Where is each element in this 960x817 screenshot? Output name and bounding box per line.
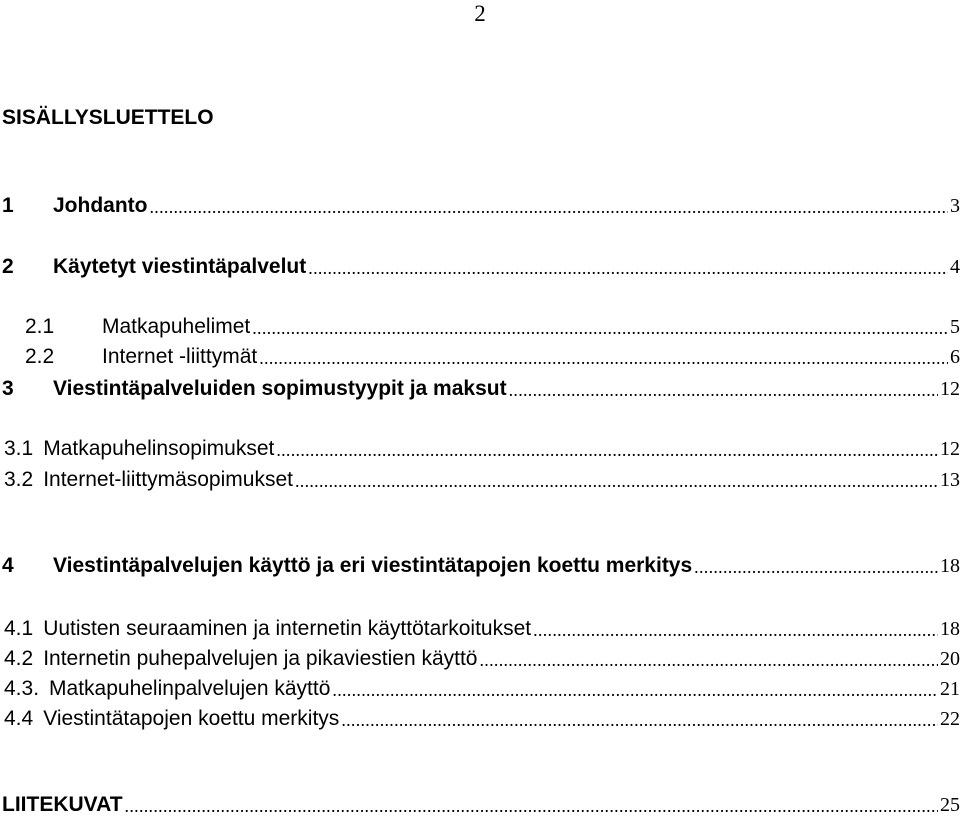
toc-entry[interactable] [4, 641, 960, 671]
toc-entry-title: Matkapuhelinpalvelujen käyttö [49, 677, 331, 700]
toc-entry-page: 18 [940, 618, 960, 640]
dot-leader [332, 680, 938, 700]
toc-entry-page: 5 [950, 316, 960, 338]
toc-entry[interactable] [4, 701, 960, 731]
toc-entry-number: 3 [2, 377, 14, 400]
toc-entry-page: 6 [950, 346, 960, 368]
toc-entry-title: Internetin puhepalvelujen ja pikaviestien käyttö [43, 647, 478, 670]
toc-entry-title: Internet-liittymäsopimukset [43, 468, 293, 491]
dot-leader [125, 796, 938, 816]
toc-entry[interactable] [4, 431, 960, 461]
dot-leader [341, 710, 938, 730]
toc-entry-title: Internet -liittymät [102, 345, 258, 368]
dot-leader [276, 440, 938, 460]
toc-entry[interactable] [25, 339, 960, 369]
toc-entry-number: 3.1 [4, 437, 34, 460]
dot-leader [694, 557, 938, 577]
toc-entry-number: 4.2 [4, 647, 34, 670]
toc-entry-page: 18 [940, 555, 960, 577]
toc-entry-number: 4.4 [4, 707, 34, 730]
toc-entry-appendix[interactable] [2, 787, 960, 817]
toc-entry[interactable] [2, 249, 960, 279]
toc-entry-title: Viestintäpalvelujen käyttö ja eri viestintätapojen koettu merkitys [53, 554, 693, 577]
toc-entry-number: 2.1 [25, 315, 55, 338]
toc-entry[interactable] [2, 371, 960, 401]
dot-leader [480, 650, 939, 670]
toc-entry-number: 4.1 [4, 617, 34, 640]
dot-leader [533, 620, 938, 640]
toc-entry-page: 4 [950, 256, 960, 278]
dot-leader [295, 471, 938, 491]
toc-entry-page: 12 [940, 438, 960, 460]
toc-entry-title: Viestintäpalveluiden sopimustyypit ja maksut [53, 377, 507, 400]
toc-entry-page: 25 [940, 794, 960, 816]
toc-entry[interactable] [4, 462, 960, 492]
toc-entry-page: 3 [950, 195, 960, 217]
dot-leader [509, 380, 938, 400]
toc-entry[interactable] [4, 671, 960, 701]
toc-entry-title: Matkapuhelimet [102, 315, 251, 338]
toc-entry-page: 22 [940, 708, 960, 730]
toc-entry-page: 13 [940, 469, 960, 491]
toc-entry-number: 4 [2, 554, 14, 577]
toc-entry-title: Matkapuhelinsopimukset [43, 437, 275, 460]
toc-entry-title: Uutisten seuraaminen ja internetin käyttötarkoitukset [43, 617, 532, 640]
toc-entry[interactable] [4, 611, 960, 641]
dot-leader [252, 318, 948, 338]
toc-entry-title: Viestintätapojen koettu merkitys [43, 707, 340, 730]
toc-entry-title: Käytetyt viestintäpalvelut [53, 255, 307, 278]
toc-entry-number: 3.2 [4, 468, 34, 491]
toc-entry-title: Johdanto [53, 194, 148, 217]
toc-entry[interactable] [2, 548, 960, 578]
dot-leader [308, 258, 948, 278]
toc-entry[interactable] [25, 309, 960, 339]
dot-leader [259, 348, 948, 368]
toc-entry-number: 2.2 [25, 345, 55, 368]
page-number: 2 [474, 1, 486, 26]
toc-entry-title: LIITEKUVAT [2, 793, 123, 816]
toc-entry-number: 4.3. [4, 677, 40, 700]
toc-entry-page: 21 [940, 678, 960, 700]
dot-leader [150, 197, 949, 217]
toc-entry-page: 12 [940, 378, 960, 400]
toc-title: SISÄLLYSLUETTELO [2, 106, 214, 129]
toc-entry[interactable] [2, 188, 960, 218]
toc-entry-number: 1 [2, 194, 14, 217]
toc-entry-number: 2 [2, 255, 14, 278]
toc-entry-page: 20 [940, 648, 960, 670]
